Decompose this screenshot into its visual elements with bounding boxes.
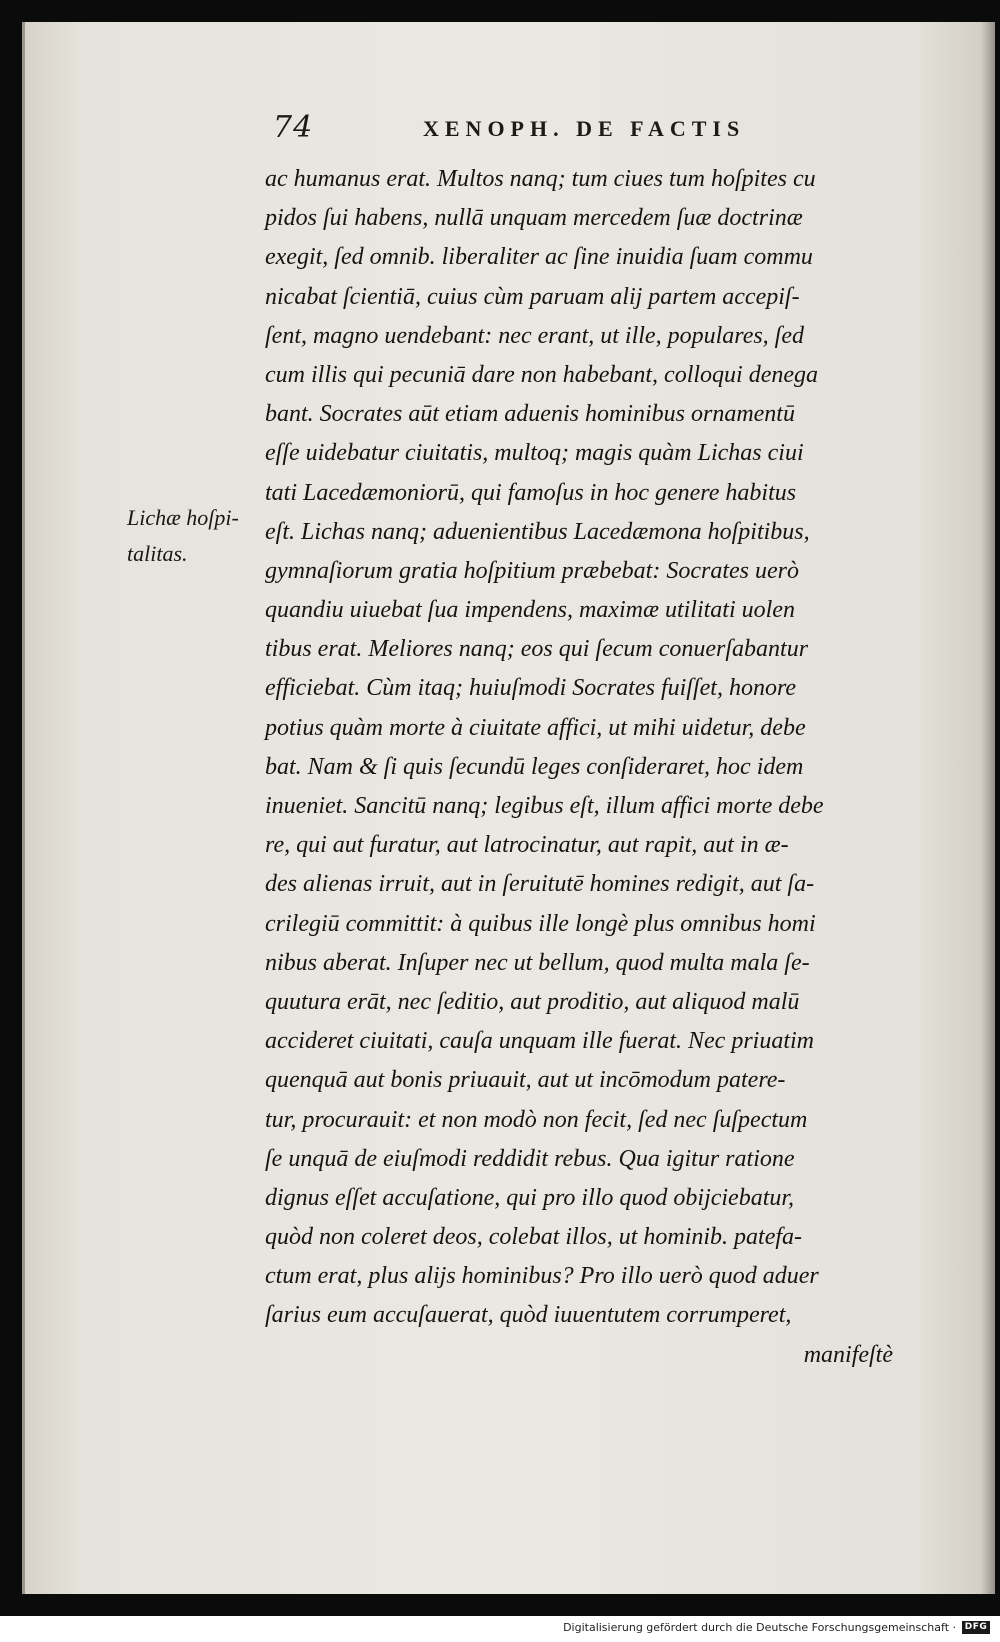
- funding-credit: Digitalisierung gefördert durch die Deutsche Forschungsgemeinschaft ·: [563, 1621, 956, 1634]
- text-line: ſe unquā de eiuſmodi reddidit rebus. Qua igitur ratione: [265, 1145, 795, 1172]
- text-line: inueniet. Sancitū nanq; legibus eſt, illum affici morte debe: [265, 793, 824, 819]
- margin-note: [127, 500, 277, 572]
- book-page: [22, 22, 995, 1594]
- text-line: bant. Socrates aūt etiam aduenis hominibus ornamentū: [265, 401, 795, 428]
- running-head: [273, 106, 843, 154]
- gutter-shadow: [981, 22, 995, 1594]
- dfg-logo-icon: DFG: [962, 1621, 990, 1634]
- text-line: eſt. Lichas nanq; aduenientibus Lacedæmona hoſpitibus,: [265, 518, 810, 545]
- text-line: ac humanus erat. Multos nanq; tum ciues tum hoſpites cu: [265, 166, 816, 192]
- text-line: tati Lacedæmoniorū, qui famoſus in hoc genere habitus: [265, 479, 797, 506]
- header-title: XENOPH. DE FACTIS: [423, 116, 746, 141]
- text-line: tur, procurauit: et non modò non fecit, ſed nec ſuſpectum: [265, 1106, 808, 1133]
- text-line: bat. Nam & ſi quis ſecundū leges conſideraret, hoc idem: [265, 753, 804, 780]
- text-line: ctum erat, plus alijs hominibus? Pro illo uerò quod aduer: [265, 1263, 819, 1290]
- text-line: accideret ciuitati, cauſa unquam ille fuerat. Nec priuatim: [265, 1028, 815, 1055]
- text-line: efficiebat. Cùm itaq; huiuſmodi Socrates fuiſſet, honore: [265, 675, 797, 702]
- catchword: manifeſtè: [803, 1341, 893, 1368]
- footer-bar: [0, 1616, 1000, 1642]
- page-number: 74: [273, 110, 314, 145]
- text-line: tibus erat. Meliores nanq; eos qui ſecum conuerſabantur: [265, 636, 809, 663]
- text-line: quòd non coleret deos, colebat illos, ut hominib. patefa-: [265, 1224, 803, 1251]
- text-line: nicabat ſcientiā, cuius cùm paruam alij partem accepiſ-: [265, 283, 800, 310]
- text-line: re, qui aut furatur, aut latrocinatur, aut rapit, aut in æ-: [265, 832, 789, 859]
- body-text: [265, 160, 905, 1375]
- margin-note-line: Lichæ hoſpi-: [127, 505, 239, 530]
- text-line: ſarius eum accuſauerat, quòd iuuentutem corrumperet,: [265, 1302, 792, 1329]
- text-line: pidos ſui habens, nullā unquam mercedem ſuæ doctrinæ: [265, 205, 803, 232]
- text-line: ſent, magno uendebant: nec erant, ut ille, populares, ſed: [265, 322, 805, 349]
- text-line: potius quàm morte à ciuitate affici, ut mihi uidetur, debe: [265, 714, 806, 741]
- text-line: gymnaſiorum gratia hoſpitium præbebat: Socrates uerò: [265, 557, 799, 584]
- text-line: exegit, ſed omnib. liberaliter ac ſine inuidia ſuam commu: [265, 244, 813, 271]
- margin-note-line: talitas.: [127, 541, 188, 566]
- text-line: dignus eſſet accuſatione, qui pro illo quod obijciebatur,: [265, 1184, 795, 1211]
- text-line: quenquā aut bonis priuauit, aut ut incōmodum patere-: [265, 1067, 786, 1094]
- text-line: cum illis qui pecuniā dare non habebant, colloqui denega: [265, 361, 819, 388]
- text-line: quutura erāt, nec ſeditio, aut proditio, aut aliquod malū: [265, 988, 800, 1015]
- text-line: nibus aberat. Inſuper nec ut bellum, quod multa mala ſe-: [265, 949, 810, 976]
- text-line: eſſe uidebatur ciuitatis, multoq; magis quàm Lichas ciui: [265, 440, 804, 467]
- text-line: crilegiū committit: à quibus ille longè plus omnibus homi: [265, 910, 816, 937]
- text-line: quandiu uiuebat ſua impendens, maximæ utilitati uolen: [265, 597, 795, 624]
- text-line: des alienas irruit, aut in ſeruitutē homines redigit, aut ſa-: [265, 871, 815, 898]
